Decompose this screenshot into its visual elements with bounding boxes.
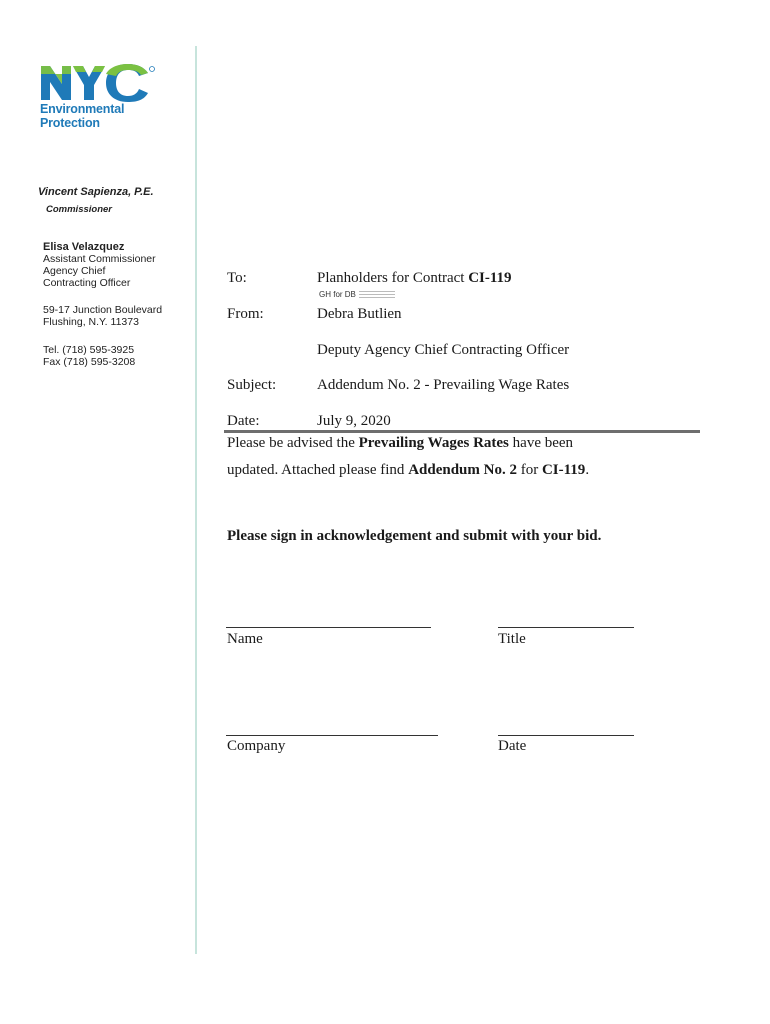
commissioner-name: Vincent Sapienza, P.E. <box>38 186 154 198</box>
signature-note-text: GH for DB <box>319 290 356 300</box>
sidebar-divider <box>195 46 197 954</box>
address-line-2: Flushing, N.Y. 11373 <box>43 316 139 328</box>
signature-note <box>319 290 395 300</box>
digital-signature-mark <box>359 290 395 300</box>
body-text: . <box>585 462 590 478</box>
contact-title-2: Agency Chief <box>43 265 106 277</box>
body-line-2 <box>227 462 589 479</box>
date-value: July 9, 2020 <box>317 413 391 429</box>
from-name: Debra Butlien <box>317 306 402 322</box>
subject-label: Subject: <box>227 377 277 393</box>
body-text: have been <box>508 435 574 451</box>
sign-instruction: Please sign in acknowledgement and submit with your bid. <box>227 528 602 544</box>
body-text: updated. Attached please find <box>227 462 409 478</box>
company-field-label: Company <box>227 738 286 754</box>
to-value-contract: CI-119 <box>468 270 512 286</box>
body-text: for <box>516 462 542 478</box>
name-field-label: Name <box>227 631 263 647</box>
title-signature-line[interactable] <box>498 627 634 628</box>
company-signature-line[interactable] <box>226 735 438 736</box>
contact-name: Elisa Velazquez <box>43 241 125 253</box>
contact-block <box>43 241 156 289</box>
date-signature-line[interactable] <box>498 735 634 736</box>
date-label: Date: <box>227 413 260 429</box>
to-value <box>317 270 512 287</box>
body-bold: Addendum No. 2 <box>408 462 517 478</box>
date-field-label: Date <box>498 738 527 754</box>
tel-number: Tel. (718) 595-3925 <box>43 344 135 356</box>
body-bold: CI-119 <box>541 462 586 478</box>
nyc-wordmark-icon <box>40 62 156 102</box>
contact-title-1: Assistant Commissioner <box>43 253 156 265</box>
address-block <box>43 304 162 328</box>
fax-number: Fax (718) 595-3208 <box>43 356 136 368</box>
from-title: Deputy Agency Chief Contracting Officer <box>317 342 570 358</box>
header-rule <box>224 430 700 433</box>
nyc-dep-logo <box>40 62 160 130</box>
phone-block <box>43 344 135 368</box>
address-line-1: 59-17 Junction Boulevard <box>43 304 163 316</box>
to-label: To: <box>227 270 247 286</box>
logo-line-1: Environmental <box>40 102 125 116</box>
body-text: Please be advised the <box>227 435 359 451</box>
from-label: From: <box>227 306 264 322</box>
name-signature-line[interactable] <box>226 627 431 628</box>
title-field-label: Title <box>498 631 526 647</box>
subject-value: Addendum No. 2 - Prevailing Wage Rates <box>317 377 570 393</box>
contact-title-3: Contracting Officer <box>43 277 131 289</box>
logo-line-2: Protection <box>40 116 100 130</box>
commissioner-title: Commissioner <box>46 204 112 215</box>
body-line-1 <box>227 435 573 452</box>
to-value-text: Planholders for Contract <box>317 270 469 286</box>
body-bold: Prevailing Wages Rates <box>358 435 509 451</box>
